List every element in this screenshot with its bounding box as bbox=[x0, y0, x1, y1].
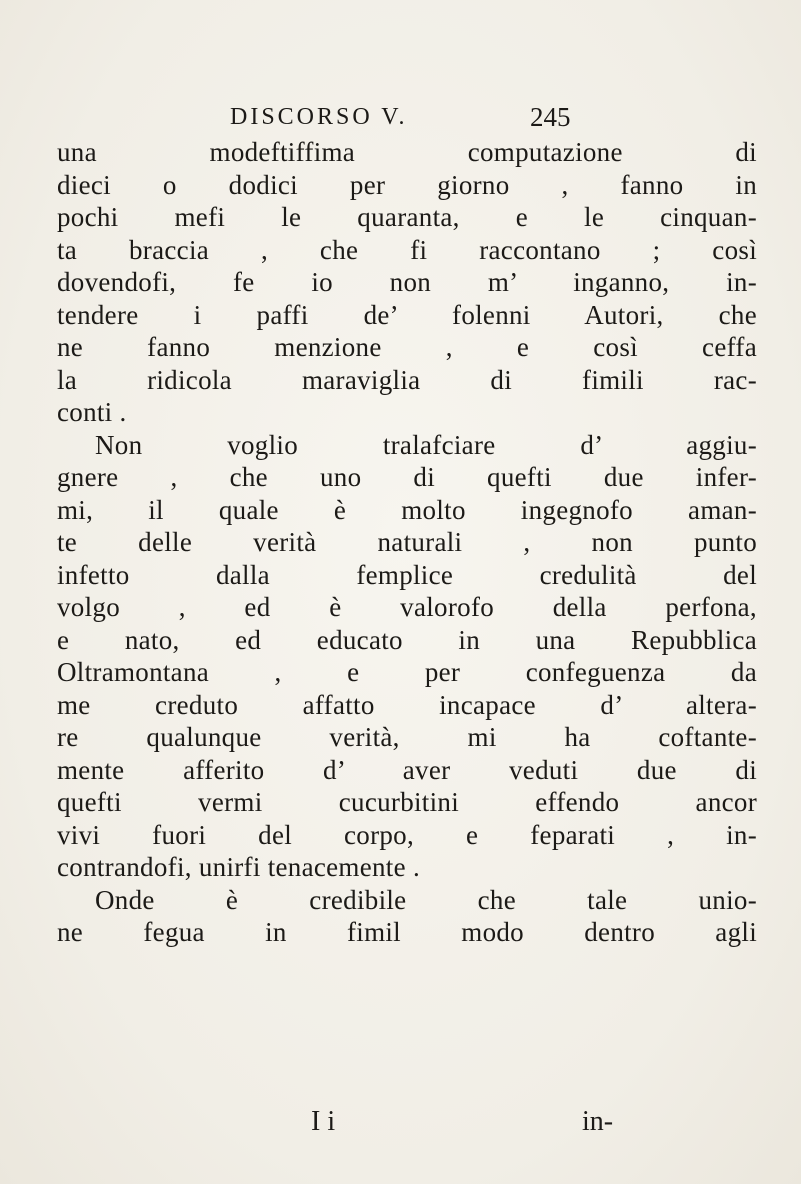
text-line: Oltramontana , e per confeguenza da bbox=[57, 657, 757, 687]
text-line: Non voglio tralafciare d’ aggiu- bbox=[95, 429, 757, 460]
text-line: ne fegua in fimil modo dentro agli bbox=[57, 917, 757, 947]
text-line: la ridicola maraviglia di fimili rac- bbox=[57, 364, 757, 395]
text-line: tendere i paffi de’ folenni Autori, che bbox=[57, 299, 757, 330]
text-line: mente afferito d’ aver veduti due di bbox=[57, 754, 757, 785]
text-line: conti . bbox=[57, 397, 127, 427]
text-line: re qualunque verità, mi ha coftante- bbox=[57, 722, 757, 752]
text-line: quefti vermi cucurbitini effendo ancor bbox=[57, 787, 757, 817]
text-line: dovendofi, fe io non m’ inganno, in- bbox=[57, 267, 757, 297]
body-text bbox=[57, 136, 757, 949]
text-line: Onde è credibile che tale unio- bbox=[95, 884, 757, 915]
page-footer bbox=[0, 1106, 801, 1140]
running-title: DISCORSO V. bbox=[230, 104, 408, 130]
text-line: mi, il quale è molto ingegnofo aman- bbox=[57, 494, 757, 525]
text-line: te delle verità naturali , non punto bbox=[57, 527, 757, 557]
text-line: e nato, ed educato in una Repubblica bbox=[57, 624, 757, 655]
text-line: una modeftiffima computazione di bbox=[57, 137, 757, 167]
catchword: in- bbox=[582, 1106, 614, 1137]
page-header bbox=[230, 100, 590, 134]
text-line: pochi mefi le quaranta, e le cinquan- bbox=[57, 202, 757, 232]
signature-mark: I i bbox=[311, 1106, 336, 1137]
text-line: vivi fuori del corpo, e feparati , in- bbox=[57, 819, 757, 850]
text-line: volgo , ed è valorofo della perfona, bbox=[57, 592, 757, 622]
text-line: me creduto affatto incapace d’ altera- bbox=[57, 689, 757, 720]
text-line: infetto dalla femplice credulità del bbox=[57, 559, 757, 590]
page-number: 245 bbox=[530, 102, 571, 132]
text-line: contrandofi, unirfi tenacemente . bbox=[57, 852, 420, 882]
text-line: ne fanno menzione , e così ceffa bbox=[57, 332, 757, 362]
text-line: dieci o dodici per giorno , fanno in bbox=[57, 169, 757, 200]
text-line: ta braccia , che fi raccontano ; così bbox=[57, 234, 757, 265]
text-line: gnere , che uno di quefti due infer- bbox=[57, 462, 757, 492]
